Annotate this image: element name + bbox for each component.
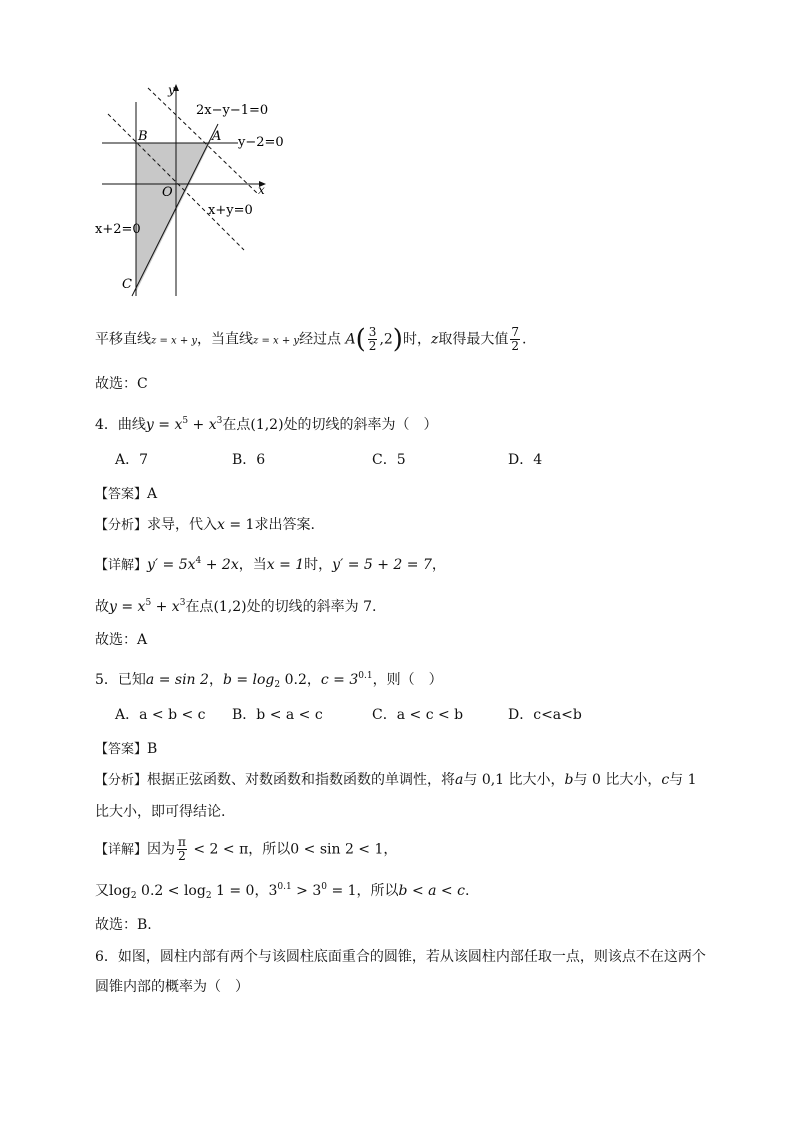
line1-label: 2x−y−1=0 xyxy=(196,103,269,118)
q4-conclusion: 故$y = x^5 + x^3$在点(1,2)处的切线的斜率为 7. xyxy=(95,598,377,615)
point-c-label: C xyxy=(122,277,132,292)
x-axis-label: x xyxy=(258,183,265,197)
q4-option-c[interactable]: C．5 xyxy=(372,452,406,468)
fraction-7-2: $\frac{7}{2}$ xyxy=(511,325,519,353)
point-a-label: A xyxy=(212,129,222,144)
q5-option-a[interactable]: A．a < b < c xyxy=(115,707,206,723)
q5-analysis-line1: 【分析】根据正弦函数、对数函数和指数函数的单调性，将a与 0,1 比大小，b与 0 比大小，c与 1 xyxy=(95,772,697,788)
fraction-3-2: $\frac{3}{2}$ xyxy=(368,325,377,353)
q5-detail: 【详解】因为 $\frac{\pi}{2}$ < 2 < π，所以0 < sin 2 < 1， xyxy=(95,835,398,863)
feasible-region xyxy=(136,143,210,292)
q6-stem-line1: 6．如图，圆柱内部有两个与该圆柱底面重合的圆锥，若从该圆柱内部任取一点，则该点不在这两个 xyxy=(95,949,706,965)
point-b-label: B xyxy=(138,129,148,144)
q5-stem: 5．已知a = sin 2，$b = \log_2 0.2$，$c = 3^{0.1}$，则（ ） xyxy=(95,671,443,690)
translate-line-text: 平移直线z = x + y，当直线z = x + y经过点 A( $\frac{3}{2}$ ,2)时，z取得最大值 $\frac{7}{2}$ . xyxy=(95,324,527,355)
q4-option-d[interactable]: D．4 xyxy=(508,452,543,468)
line4-label: x+2=0 xyxy=(95,222,141,237)
q4-detail: 【详解】$y' = 5x^4 + 2x$，当x = 1时，y′ = 5 + 2 = 7， xyxy=(95,556,446,573)
line2-label: y−2=0 xyxy=(238,135,284,150)
q5-option-d[interactable]: D．c<a<b xyxy=(508,707,582,723)
q5-option-c[interactable]: C．a < c < b xyxy=(372,707,464,723)
q5-choice: 故选：B. xyxy=(95,917,152,933)
q4-answer: 【答案】A xyxy=(95,486,158,502)
q4-option-b[interactable]: B．6 xyxy=(232,452,266,468)
q4-analysis: 【分析】求导，代入x = 1求出答案. xyxy=(95,517,315,533)
origin-label: O xyxy=(162,185,173,200)
q5-answer: 【答案】B xyxy=(95,741,158,757)
line3-label: x+y=0 xyxy=(208,203,253,218)
q5-detail-2: 又$\log_2 0.2 < \log_2 1 = 0$，$3^{0.1} > 3^0 = 1$，所以b < a < c. xyxy=(95,882,470,901)
fraction-pi-2: $\frac{\pi}{2}$ xyxy=(178,835,186,863)
q4-stem: 4．曲线$y = x^5 + x^3$在点(1,2)处的切线的斜率为（ ） xyxy=(95,416,438,433)
q6-stem-line2: 圆锥内部的概率为（ ） xyxy=(95,979,249,995)
q4-choice: 故选：A xyxy=(95,632,148,648)
linear-programming-figure xyxy=(92,82,292,302)
q5-analysis-line2: 比大小，即可得结论. xyxy=(95,804,226,820)
q4-option-a[interactable]: A．7 xyxy=(115,452,149,468)
q5-option-b[interactable]: B．b < a < c xyxy=(232,707,323,723)
choice-3: 故选：C xyxy=(95,376,148,392)
y-axis-label: y xyxy=(168,83,175,97)
